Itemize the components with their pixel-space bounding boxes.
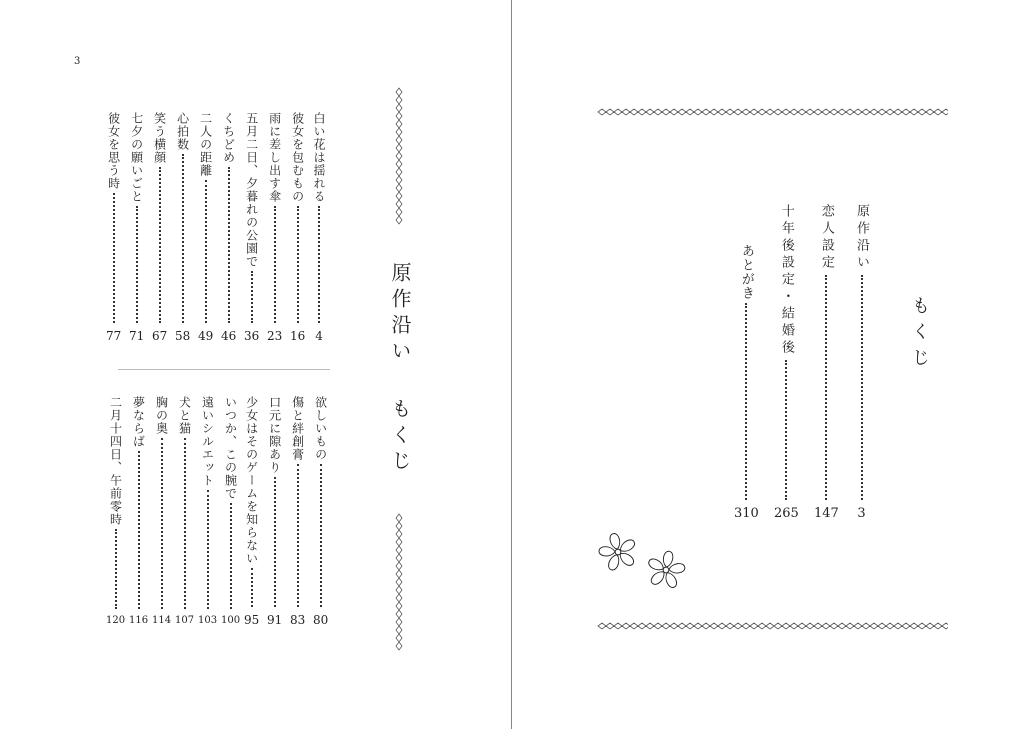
toc-entry[interactable] [290, 112, 305, 342]
dot-leader [182, 154, 184, 323]
dot-leader [251, 271, 253, 323]
toc-entry[interactable] [175, 112, 190, 342]
toc-entry-title: 二月十四日、午前零時 [108, 396, 123, 526]
toc-entry-title: 欲しいもの [313, 396, 328, 461]
dot-leader [159, 167, 161, 323]
section-subtitle: もくじ [388, 398, 412, 476]
toc-entry-title: 少女はそのゲームを知らない [244, 396, 259, 565]
toc-entry[interactable] [198, 112, 213, 342]
toc-entry-page: 3 [857, 506, 866, 521]
toc-entry-title: 彼女を思う時 [106, 112, 121, 190]
toc-entry-page: 23 [267, 329, 283, 343]
toc-entry-page: 46 [221, 329, 237, 343]
dot-leader [115, 529, 117, 609]
dot-leader [745, 303, 747, 500]
dot-leader [205, 180, 207, 323]
dot-leader [113, 193, 115, 323]
diamond-chain-ornament [596, 107, 948, 117]
dot-leader [251, 568, 253, 607]
dot-leader [297, 464, 299, 607]
toc-entry-page: 67 [152, 329, 168, 343]
dot-leader [228, 167, 230, 323]
toc-entry-page: 107 [175, 615, 195, 626]
toc-entry-title: 遠いシルエット [200, 396, 215, 487]
toc-entry-page: 103 [198, 615, 218, 626]
toc-entry-title: 心拍数 [175, 112, 190, 151]
toc-entry-page: 114 [152, 615, 172, 626]
dot-leader [320, 464, 322, 607]
toc-entry[interactable] [267, 112, 282, 342]
toc-entry[interactable] [774, 204, 799, 520]
toc-entry[interactable] [221, 396, 240, 626]
diamond-chain-ornament [394, 512, 404, 652]
toc-entry[interactable] [313, 396, 328, 626]
right-page [512, 0, 1024, 729]
toc-entry-page: 265 [774, 506, 799, 521]
toc-entry[interactable] [244, 112, 259, 342]
toc-entry-title: 七夕の願いごと [129, 112, 144, 203]
toc-entry[interactable] [129, 112, 144, 342]
dot-leader [161, 438, 163, 609]
toc-entry[interactable] [175, 396, 194, 626]
dot-leader [136, 206, 138, 323]
toc-entry[interactable] [106, 396, 125, 626]
diamond-chain-ornament [596, 621, 948, 631]
toc-entry-page: 58 [175, 329, 191, 343]
toc-entry[interactable] [152, 112, 167, 342]
toc-entry-page: 36 [244, 329, 260, 343]
toc-entry-title: 犬と猫 [177, 396, 192, 435]
toc-entry-page: 310 [734, 506, 759, 521]
toc-entry-title: 笑う横顔 [152, 112, 167, 164]
toc-entry-page: 83 [290, 613, 306, 627]
toc-entry-title: 恋人設定 [818, 204, 834, 272]
toc-entry-page: 91 [267, 613, 283, 627]
dot-leader [184, 438, 186, 609]
toc-entry-page: 71 [129, 329, 145, 343]
dot-leader [825, 275, 827, 500]
toc-entry-page: 80 [313, 613, 329, 627]
toc-entry-page: 120 [106, 615, 126, 626]
diamond-chain-ornament [394, 86, 404, 226]
toc-entry[interactable] [734, 244, 759, 520]
section-title: 原作沿い [388, 262, 412, 366]
toc-entry-title: 二人の距離 [198, 112, 213, 177]
dot-leader [297, 206, 299, 323]
toc-entry-page: 116 [129, 615, 149, 626]
section-divider [118, 369, 330, 370]
toc-entry-page: 4 [315, 329, 323, 343]
toc-entry-page: 147 [814, 506, 839, 521]
toc-entry-title: 白い花は揺れる [312, 112, 326, 203]
toc-entry[interactable] [106, 112, 121, 342]
toc-entry[interactable] [267, 396, 282, 626]
toc-entry-title: 彼女を包むもの [290, 112, 305, 203]
toc-entry-page: 49 [198, 329, 214, 343]
cherry-blossom-icon [596, 530, 692, 594]
dot-leader [318, 206, 320, 323]
page-number: 3 [74, 56, 81, 67]
toc-entry[interactable] [814, 204, 839, 520]
dot-leader [207, 490, 209, 609]
toc-entry[interactable] [855, 204, 868, 520]
toc-entry-title: 五月二日、夕暮れの公園で [244, 112, 259, 268]
toc-entry[interactable] [152, 396, 171, 626]
dot-leader [785, 360, 787, 500]
dot-leader [274, 477, 276, 607]
toc-entry-title: いつか、この腕で [223, 396, 238, 500]
toc-entry[interactable] [198, 396, 217, 626]
toc-entry[interactable] [313, 112, 325, 342]
toc-entry[interactable] [244, 396, 259, 626]
toc-entry-title: 傷と絆創膏 [290, 396, 305, 461]
toc-entry-title: 十年後設定・結婚後 [778, 204, 794, 357]
toc-entry[interactable] [290, 396, 305, 626]
toc-entry-title: 原作沿い [854, 204, 869, 272]
left-page [0, 0, 511, 729]
toc-entry[interactable] [221, 112, 236, 342]
dot-leader [138, 451, 140, 609]
toc-entry-page: 77 [106, 329, 122, 343]
page-title: もくじ [909, 296, 930, 374]
toc-entry-title: 雨に差し出す傘 [267, 112, 282, 203]
toc-entry-page: 16 [290, 329, 306, 343]
toc-entry-title: くちどめ [221, 112, 236, 164]
dot-leader [274, 206, 276, 323]
dot-leader [230, 503, 232, 609]
toc-entry-page: 100 [221, 615, 241, 626]
dot-leader [861, 275, 863, 500]
toc-entry-title: 夢ならば [131, 396, 146, 448]
toc-entry-title: 口元に隙あり [267, 396, 282, 474]
toc-entry-title: あとがき [738, 244, 754, 300]
toc-entry-title: 胸の奥 [154, 396, 169, 435]
toc-entry-page: 95 [244, 613, 260, 627]
toc-entry[interactable] [129, 396, 148, 626]
